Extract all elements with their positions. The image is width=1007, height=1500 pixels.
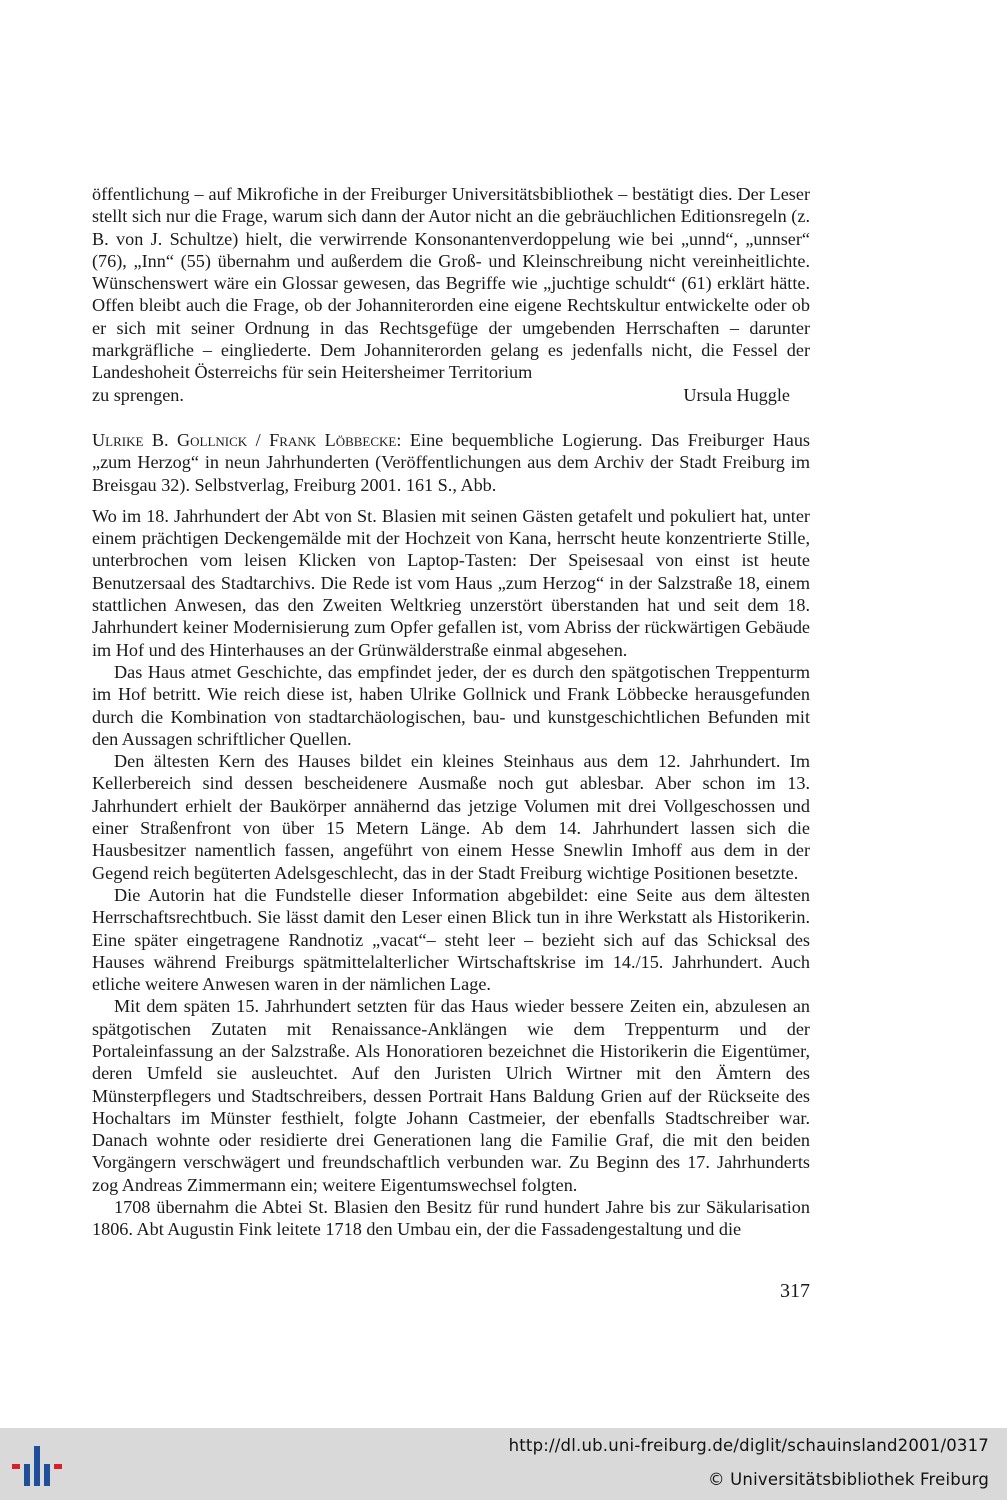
review-citation — [92, 429, 810, 496]
copyright-notice: © Universitätsbibliothek Freiburg — [707, 1470, 989, 1489]
closing-text: zu sprengen. — [92, 384, 184, 405]
page-content — [92, 183, 810, 1241]
previous-review-ending — [92, 183, 810, 406]
review-title: : Eine bequembliche Logierung. Das Freiburger Haus „zum Herzog“ in neun Jahrhunderten (Veröffentlichungen aus dem Archiv der Stadt Freiburg im Breisgau 32). Selbstverlag, Freiburg 2001. 161 S., Abb. — [92, 429, 810, 495]
closing-line — [92, 384, 810, 406]
review-paragraph: Wo im 18. Jahrhundert der Abt von St. Blasien mit seinen Gästen getafelt und pokuliert hat, unter einem prächtigen Deckengemälde mit der Hochzeit von Kana, herrscht heute konzentrierte Stille, unterbrochen vom leisen Klicken von Laptop-Tasten: Der Speisesaal von einst ist heute Benutzersaal des Stadtarchivs. Die Rede ist vom Haus „zum Herzog“ in der Salzstraße 18, einem stattlichen Anwesen, das den Zweiten Weltkrieg unzerstört überstanden hat und seit dem 18. Jahrhundert keiner Modernisierung zum Opfer gefallen ist, vom Abriss der rückwärtigen Gebäude im Hof und des Hinterhauses an der Grünwälderstraße einmal abgesehen. — [92, 505, 810, 660]
review-body — [92, 505, 810, 1241]
review-authors: Ulrike B. Gollnick / Frank Löbbecke — [92, 429, 397, 450]
review-paragraph: Das Haus atmet Geschichte, das empfindet jeder, der es durch den spätgotischen Treppenturm im Hof betritt. Wie reich diese ist, haben Ulrike Gollnick und Frank Löbbecke herausgefunden durch die Kombination von stadtarchäologischen, bau- und kunstgeschichtlichen Befunden mit den Aussagen schriftlicher Quellen. — [92, 661, 810, 749]
ub-freiburg-logo-icon — [12, 1442, 64, 1494]
review-paragraph: 1708 übernahm die Abtei St. Blasien den Besitz für rund hundert Jahre bis zur Säkularisation 1806. Abt Augustin Fink leitete 1718 den Umbau ein, der die Fassadengestaltung und die — [92, 1197, 810, 1240]
review-paragraph: Den ältesten Kern des Hauses bildet ein kleines Steinhaus aus dem 12. Jahrhundert. Im Kellerbereich sind dessen bescheidenere Ausmaße noch gut ablesbar. Aber schon im 13. Jahrhundert erhielt der Baukörper annähernd das jetzige Volumen mit drei Vollgeschossen und einer Straßenfront von über 15 Metern Länge. Ab dem 14. Jahrhundert lassen sich die Hausbesitzer namentlich fassen, angeführt von einem Hesse Snewlin Imhoff aus dem in der Gegend reich begüterten Adelsgeschlecht, das in der Stadt Freiburg wichtige Positionen besetzte. — [92, 751, 810, 883]
footer-bar — [0, 1428, 1007, 1500]
review-paragraph: Mit dem späten 15. Jahrhundert setzten für das Haus wieder bessere Zeiten ein, abzulesen an spätgotischen Zutaten mit Renaissance-Anklängen wie dem Treppenturm und der Portaleinfassung an der Salzstraße. Als Honoratioren bezeichnet die Historikerin die Eigentümer, deren Umfeld sie ausleuchtet. Auf den Juristen Ulrich Wirtner mit den Ämtern des Münsterpflegers und Stadtschreibers, dessen Portrait Hans Baldung Grien auf der Rückseite des Hochaltars im Münster festhielt, folgte Johann Castmeier, der ebenfalls Stadtschreiber war. Danach wohnte oder residierte drei Generationen lang die Familie Graf, die mit den beiden Vorgängern verschwägert und freundschaftlich verbunden war. Zu Beginn des 17. Jahrhunderts zog Andreas Zimmermann ein; weitere Eigentumswechsel folgten. — [92, 996, 810, 1195]
page-number: 317 — [780, 1280, 810, 1302]
continuation-paragraph: öffentlichung – auf Mikrofiche in der Freiburger Universitätsbibliothek – bestätigt dies. Der Leser stellt sich nur die Frage, warum sich dann der Autor nicht an die gebräuchlichen Editionsregeln (z. B. von J. Schultze) hielt, die verwirrende Konsonantenverdoppelung wie bei „unnd“, „unnser“ (76), „Inn“ (55) übernahm und außerdem die Groß- und Kleinschreibung nicht vereinheitlichte. Wünschenswert wäre ein Glossar gewesen, das Begriffe wie „juchtige schuldt“ (61) erklärt hätte. Offen bleibt auch die Frage, ob der Johanniterorden eine eigene Rechtskultur entwickelte oder ob er sich mit seiner Ordnung in das Rechtsgefüge der umgebenden Herrschaften – darunter markgräfliche – eingliederte. Dem Johanniterorden gelang es jedenfalls nicht, die Fessel der Landeshoheit Österreichs für sein Heitersheimer Territorium — [92, 184, 810, 383]
permalink-url[interactable]: http://dl.ub.uni-freiburg.de/diglit/schauinsland2001/0317 — [508, 1436, 989, 1455]
review-paragraph: Die Autorin hat die Fundstelle dieser Information abgebildet: eine Seite aus dem ältesten Herrschaftsrechtbuch. Sie lässt damit den Leser einen Blick tun in ihre Werkstatt als Historikerin. Eine später eingetragene Randnotiz „vacat“– steht leer – bezieht sich auf das Schicksal des Hauses während Freiburgs spätmittelalterlicher Wirtschaftskrise im 14./15. Jahrhundert. Auch etliche weitere Anwesen waren in der nämlichen Lage. — [92, 884, 810, 995]
reviewer-signature: Ursula Huggle — [683, 384, 790, 405]
